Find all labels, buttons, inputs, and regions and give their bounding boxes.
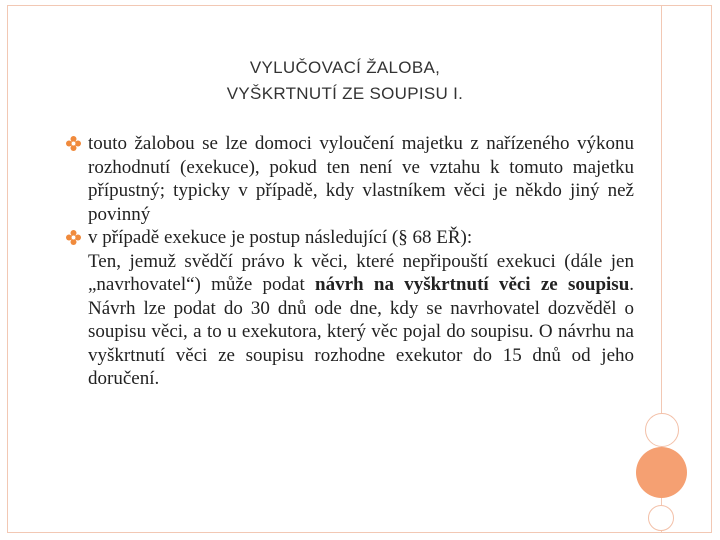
slide-content (88, 132, 634, 391)
continuation-text-1: Ten, jemuž svědčí právo k věci, které nepřipouští exekuci (dále jen „navrhovatel“) může podat (88, 250, 634, 295)
bullet-item (88, 132, 634, 226)
bullet-text: v případě exekuce je postup následující (§ 68 EŘ): (88, 227, 473, 248)
bullet-item (88, 226, 634, 250)
flower-bullet-icon (66, 230, 81, 245)
flower-bullet-icon (66, 136, 81, 151)
continuation-bold-text: návrh na vyškrtnutí věci ze soupisu (315, 274, 630, 295)
decorative-circle-outline-icon (645, 413, 679, 447)
decorative-circle-outline-bottom-icon (648, 505, 674, 531)
decorative-circle-filled-icon (636, 447, 687, 498)
continuation-text-2: . Návrh lze podat do 30 dnů ode dne, kdy se navrhovatel dozvěděl o soupisu věci, a to u exekutora, který věc pojal do soupisu. O návrhu na vyškrtnutí věci ze soupisu rozhodne exekutor do 15 dnů od jeho doručení. (88, 274, 635, 389)
slide-title (170, 55, 520, 107)
bullet-text: touto žalobou se lze domoci vyloučení majetku z nařízeného výkonu rozhodnutí (exekuce), pokud ten není ve vztahu k tomuto majetku přípustný; typicky v případě, kdy vlastníkem věci je někdo jiný než povinný (88, 133, 634, 225)
slide-title-line-1: VYLUČOVACÍ ŽALOBA, (249, 58, 441, 77)
slide-title-line-2: VYŠKRTNUTÍ ZE SOUPISU I. (226, 84, 464, 103)
continuation-paragraph (88, 250, 634, 391)
